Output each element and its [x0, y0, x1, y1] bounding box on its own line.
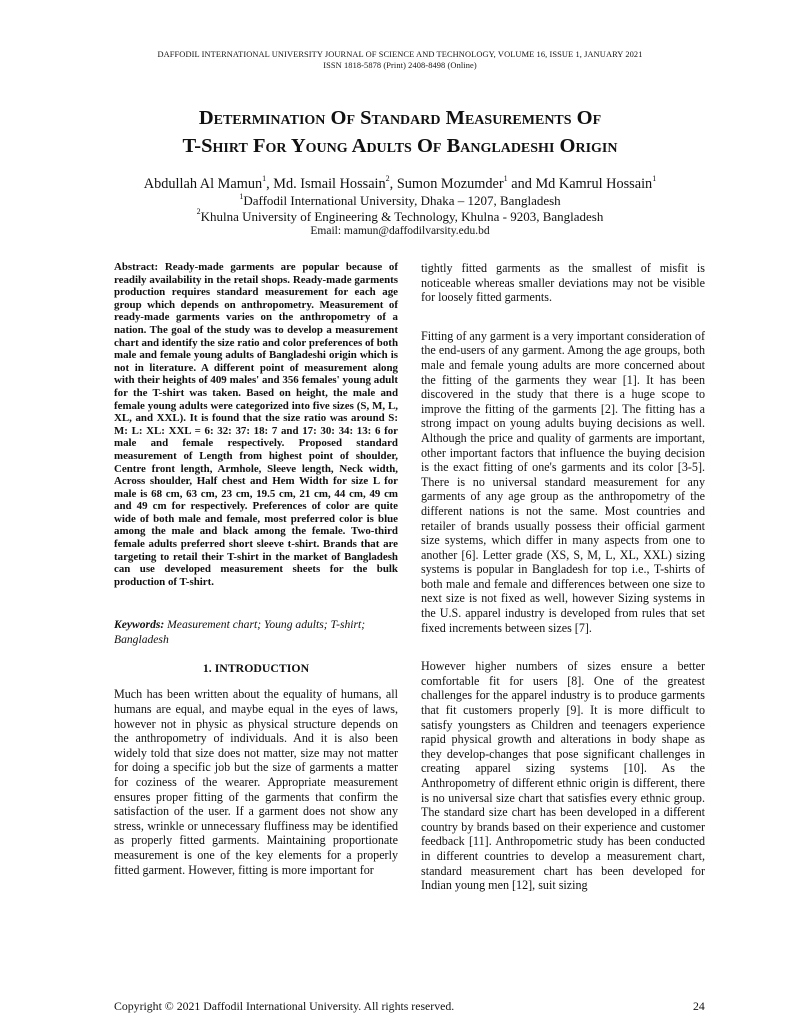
author-separator: , — [389, 176, 397, 192]
author-4: Md Kamrul Hossain — [535, 176, 653, 192]
affiliation-1-text: Daffodil International University, Dhaka – 1207, Bangladesh — [243, 193, 561, 208]
right-column — [421, 261, 705, 893]
author-2-affil: 2 — [385, 174, 390, 184]
author-3-affil: 1 — [503, 174, 508, 184]
abstract-label: Abstract: — [114, 261, 159, 273]
intro-paragraph-1-continued: tightly fitted garments as the smallest of misfit is noticeable whereas smaller deviations may not be visible for loosely fitted garments. — [421, 261, 705, 305]
paper-title-line2: T-Shirt For Young Adults Of Bangladeshi Origin — [182, 135, 618, 157]
author-4-affil: 1 — [652, 174, 657, 184]
author-1: Abdullah Al Mamun — [143, 176, 263, 192]
copyright-notice: Copyright © 2021 Daffodil International University. All rights reserved. — [114, 999, 455, 1013]
author-list — [0, 174, 800, 194]
section-heading-introduction: 1. INTRODUCTION — [202, 661, 310, 676]
abstract — [114, 261, 398, 588]
journal-header — [0, 49, 800, 71]
left-column — [114, 261, 398, 877]
affiliations — [0, 193, 800, 240]
author-1-affil: 1 — [262, 174, 267, 184]
intro-paragraph-2: Fitting of any garment is a very important consideration of the end-users of any garment. Among the age groups, both male and female young adults are more concerned about the fitting of the garments they wear [1]. It has been discovered in the study that there is a huge scope to improve the fitting of the garments [2]. The fitting has a strong impact on young adults buying decisions as well. Although the price and quality of garments are important, other important factors that influence the buying decision is the exact fitting of one's garments and its color [3-5]. There is no universal standard measurement for any garments of any age group as the anthropometry of the different nations is not the same. Most countries and retailer of brands usually possess their official garment size systems, which differ in many aspects from one to another [6]. Letter grade (XS, S, M, L, XL, XXL) sizing systems is popular in Bangladesh for top i.e., T-shirts of both male and female and differences between one size to next size is not fixed as well, however Sizing systems in the U.S. apparel industry is developed from rules that set fixed increments between sizes [7]. — [421, 328, 705, 635]
contact-email: Email: mamun@daffodilvarsity.edu.bd — [310, 225, 490, 237]
affiliation-1-marker: 1 — [239, 191, 244, 201]
author-separator: , — [266, 176, 274, 192]
intro-paragraph-3: However higher numbers of sizes ensure a better comfortable fit for users [8]. One of the greatest challenges for the apparel industry is to produce garments that fit customers properly [9]. It is more difficult to satisfy youngsters as Children and teenagers experience rapid physical growth and alterations in body shape as they develop-changes that pose significant challenges in creating apparel sizing systems [10]. As the Anthropometry of different ethnic origin is different, there is no universal size chart that satisfies every ethnic group. The standard size chart has been developed in a different country by brands based on their experience and customer feedback [11]. Anthropometric study has been conducted in different countries to develop a measurement chart, standard measurement chart has been developed for Indian young men [12], suit sizing — [421, 659, 705, 893]
author-3: Sumon Mozumder — [396, 176, 504, 192]
abstract-text: Ready-made garments are popular because of readily availability in the retail shops. Ready-made garments production requires standard measurement for each age group which depends on anthropometry. Measurement of ready-made garments varies on the anthropometry of a nation. The goal of the study was to develop a measurement chart and identify the size ratio and color preferences of both male and female young adults of Bangladeshi origin which is not in literature. A different point of measurement along with their heights of 409 males' and 356 females' young adult for the T-shirt was taken. Based on height, the male and female young adults were categorized into five sizes (S, M, L, XL, and XXL). It is found that the size ratio was around S: M: L: XL: XXL = 6: 32: 37: 18: 7 and 17: 30: 34: 13: 6 for male and female respectively. Proposed standard measurement of Length from highest point of shoulder, Centre front length, Armhole, Sleeve length, Neck width, Across shoulder, Half chest and Hem Width for size L for male is 68 cm, 63 cm, 23 cm, 19.5 cm, 21 cm, 44 cm, 49 cm and 49 cm for respectively. Preferences of color are quite wide of both male and female, most preferred color is blue among the male and black among the female. Two-third female adults preferred short sleeve t-shirt. Brands that are targeting to retail their T-shirt in the market of Bangladesh can use developed measurement sheets for the bulk production of T-shirt. — [114, 261, 398, 588]
page-number: 24 — [693, 999, 705, 1013]
journal-header-line2: ISSN 1818-5878 (Print) 2408-8498 (Online) — [323, 61, 477, 70]
keywords — [114, 618, 398, 647]
paper-title-line1: Determination Of Standard Measurements Of — [198, 107, 602, 129]
affiliation-2 — [0, 209, 800, 225]
affiliation-1 — [0, 193, 800, 209]
author-and: and — [507, 176, 536, 192]
paper-title — [60, 104, 740, 160]
keywords-label: Keywords: — [114, 618, 165, 632]
affiliation-2-marker: 2 — [196, 207, 201, 217]
keywords-text: Measurement chart; Young adults; T-shirt; Bangladesh — [114, 618, 366, 646]
intro-paragraph-1: Much has been written about the equality of humans, all humans are equal, and maybe equal in the eyes of laws, however not in physic as physical structure depends on the anthropometry of individuals. And it is also been widely told that size does not matter, size may not matter for doing a specific job but the size of garments a matter for coziness of the wearer. Appropriate measurement ensures proper fitting of the garments that confirm the satisfaction of the user. If a garment does not show any stress, wrinkle or unnecessary fluffiness may be identified as properly fitted garments. Maintaining proportionate measurement is one of the key elements for a properly fitted garment. However, fitting is more important for — [114, 687, 398, 877]
journal-header-line1: DAFFODIL INTERNATIONAL UNIVERSITY JOURNAL OF SCIENCE AND TECHNOLOGY, VOLUME 16, ISSUE 1, JANUARY 2021 — [157, 50, 643, 59]
affiliation-2-text: Khulna University of Engineering & Technology, Khulna - 9203, Bangladesh — [200, 208, 604, 224]
author-2: Md. Ismail Hossain — [273, 176, 386, 192]
